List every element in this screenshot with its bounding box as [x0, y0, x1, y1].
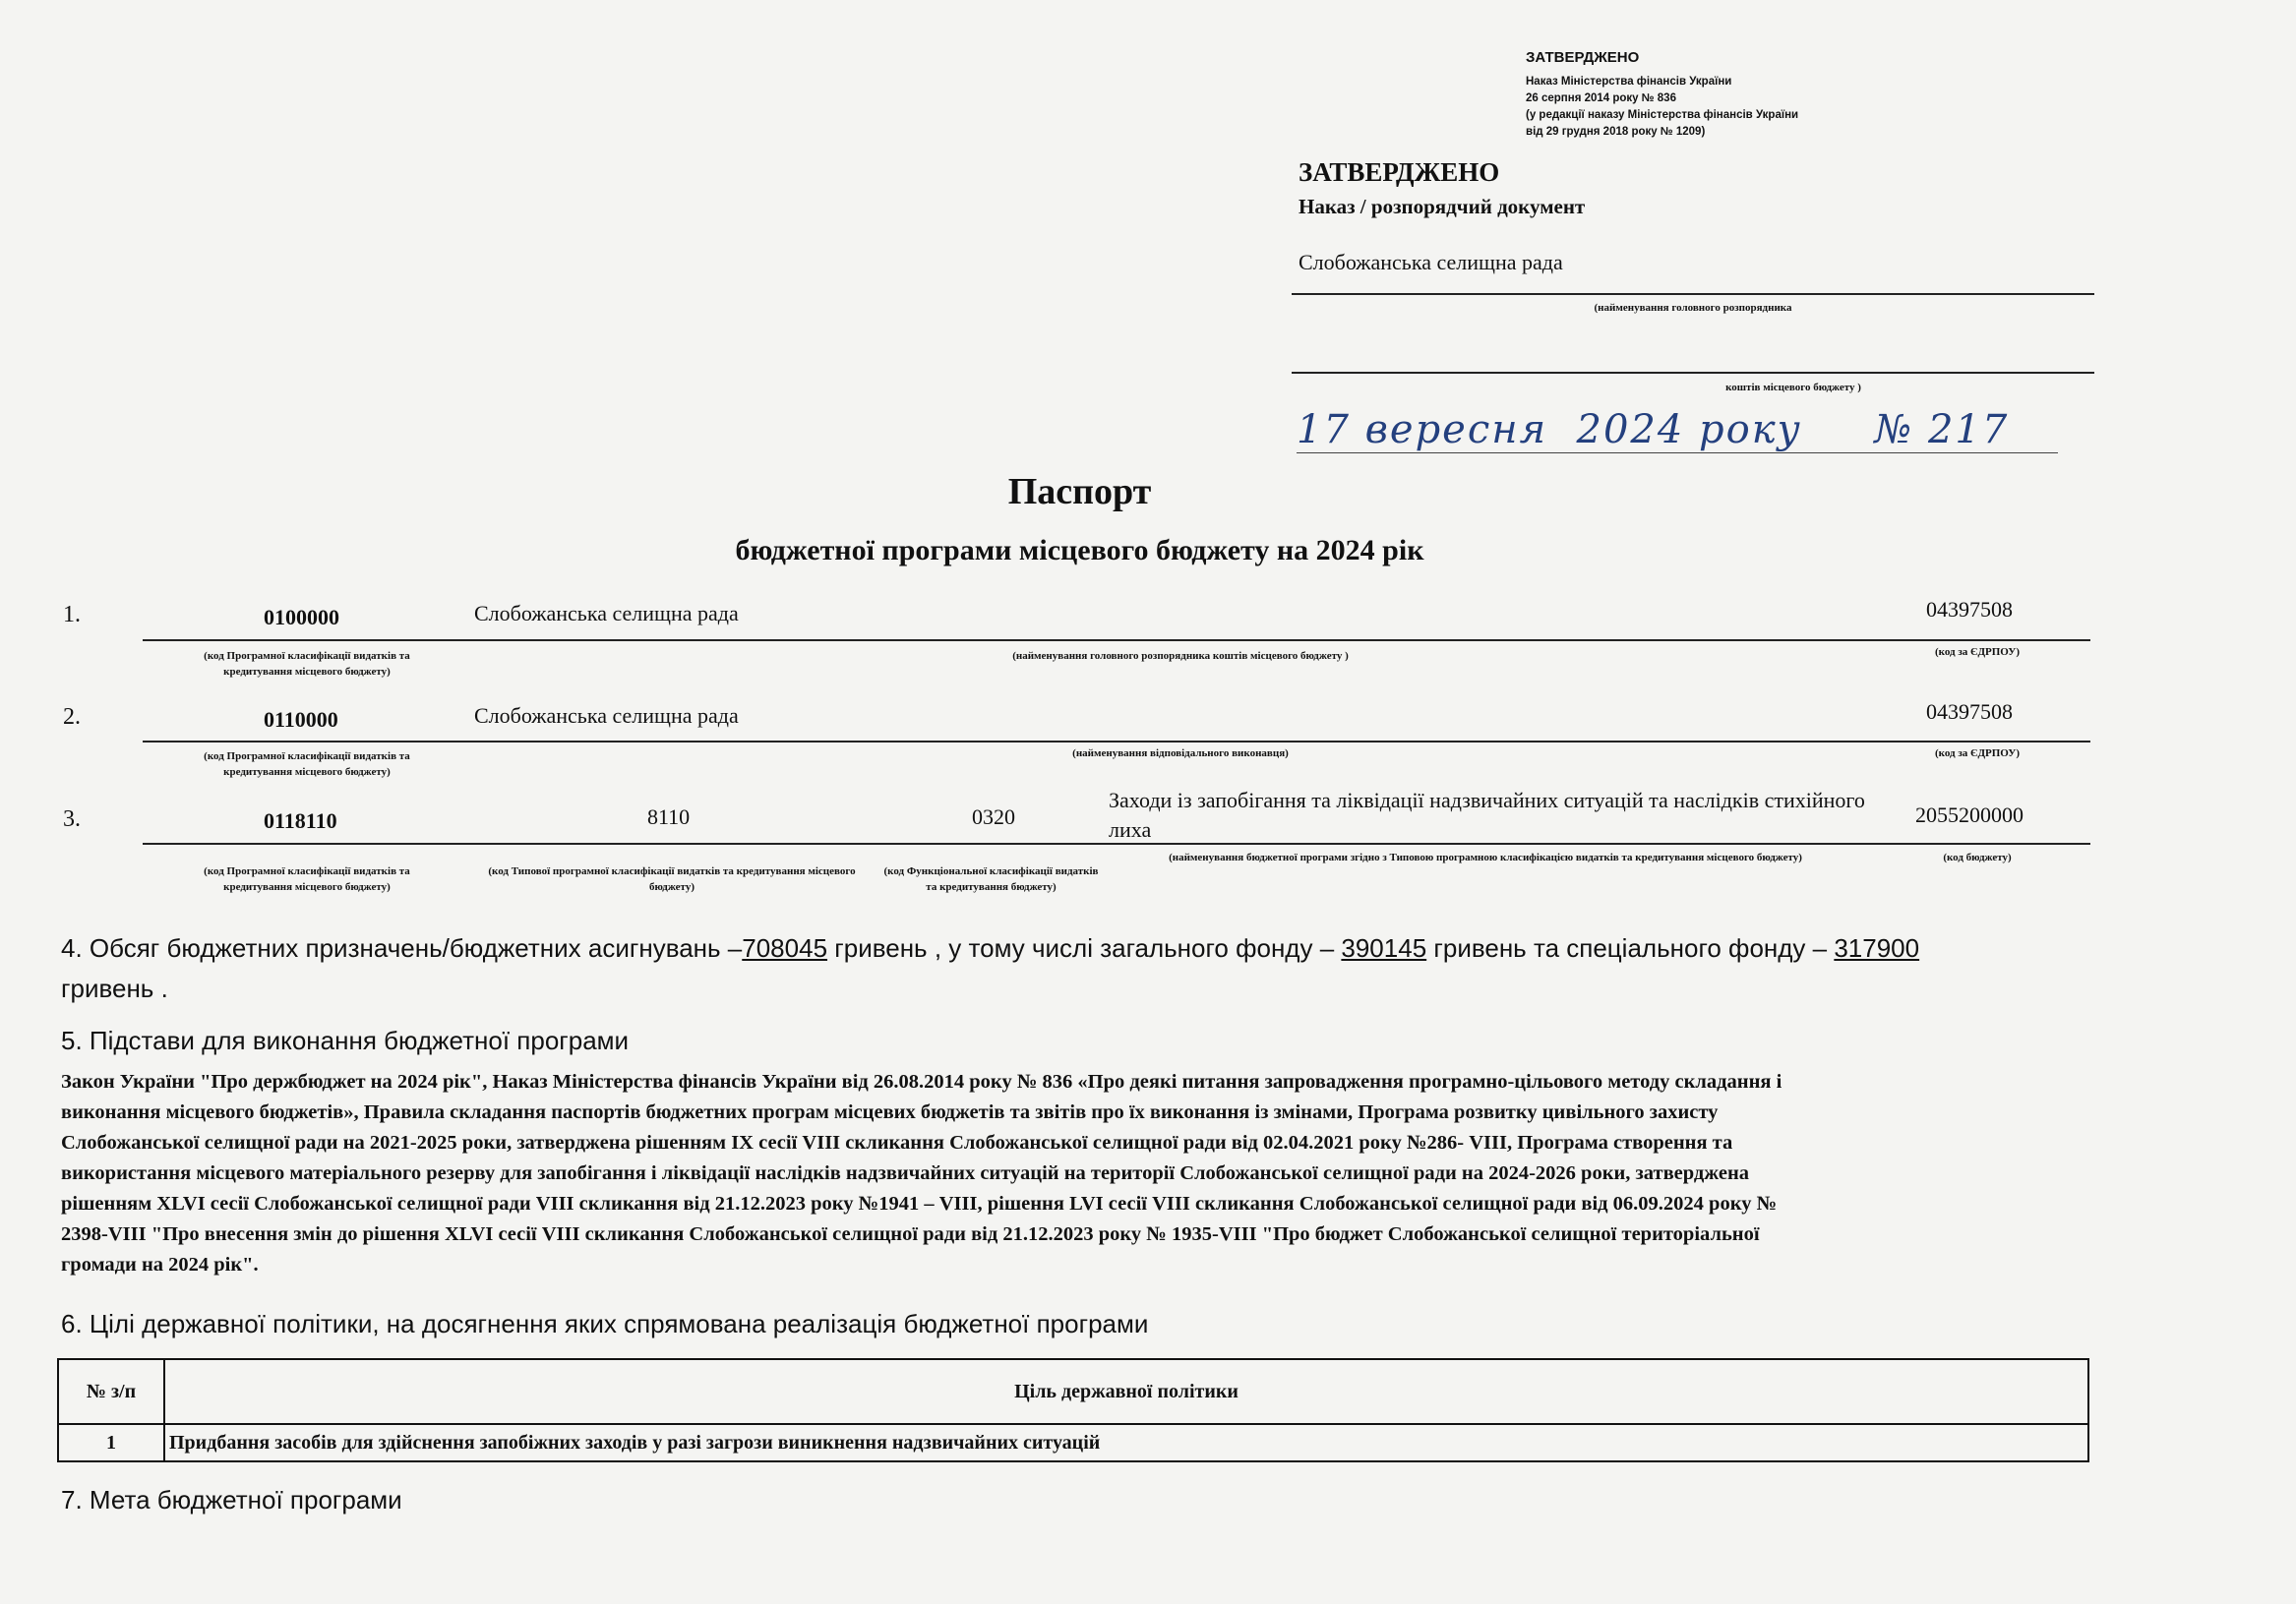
section-5-line: виконання місцевого бюджетів», Правила складання паспортів бюджетних програм місцевих бюджетів та звітів про їх виконання із змінами, Програма розвитку цивільного захисту — [61, 1101, 1719, 1123]
approval-org-line — [1292, 293, 2094, 295]
section-5-line: 2398-VIII "Про внесення змін до рішення XLVI сесії VIII скликання Слобожанської селищної ради від 21.12.2023 року № 1935-VIII "Про бюджет Слобожанської селищної територіальної — [61, 1223, 1760, 1245]
approval-title: ЗАТВЕРДЖЕНО — [1299, 157, 1500, 187]
section-5-line: використання місцевого матеріального резерву для запобігання і ліквідації наслідків надзвичайних ситуацій на території Слобожанської селищної ради на 2024-2026 роки, затверджена — [61, 1162, 1750, 1184]
section-4-prefix: 4. Обсяг бюджетних призначень/бюджетних асигнувань – — [61, 933, 743, 963]
caption-functional-code: (код Функціональної класифікації видатків та кредитування бюджету) — [883, 865, 1099, 893]
caption-typical-code: (код Типової програмної класифікації видатків та кредитування місцевого бюджету) — [488, 865, 856, 893]
handwritten-date-number: 17 вересня 2024 року № 217 — [1297, 407, 2010, 452]
special-fund-amount: 317900 — [1834, 933, 1920, 963]
section-5-text — [61, 1067, 2117, 1280]
section-4-mid2: гривень та спеціального фонду – — [1426, 933, 1835, 963]
program-code: 0100000 — [264, 605, 339, 629]
executor-name: Слобожанська селищна рада — [474, 703, 739, 728]
caption-program-name: (найменування бюджетної програми згідно з Типовою програмною класифікацією видатків та кредитування місцевого бюджету) — [1169, 852, 1802, 863]
page-title: Паспорт — [1007, 471, 1152, 512]
row-line — [143, 843, 2090, 845]
section-4-suffix: гривень . — [61, 974, 168, 1003]
row-line — [143, 741, 2090, 743]
caption-edrpou: (код за ЄДРПОУ) — [1934, 747, 2020, 759]
program-name: Заходи із запобігання та ліквідації надзвичайних ситуацій та наслідків стихійного лиха — [1109, 788, 1865, 842]
caption-program-code: (код Програмної класифікації видатків та кредитування місцевого бюджету) — [204, 865, 410, 893]
budget-code: 2055200000 — [1915, 802, 2024, 827]
section-5-line: Слобожанської селищної ради на 2021-2025 роки, затверджена рішенням IX сесії VIII скликання Слобожанської селищної ради від 02.04.2021 року №286- VIII, Програма створення та — [61, 1132, 1733, 1154]
row-line — [143, 639, 2090, 641]
section-5-heading: 5. Підстави для виконання бюджетної програми — [61, 1026, 630, 1055]
caption-executor-name: (найменування відповідального виконавця) — [1072, 747, 1289, 759]
row-number: 1. — [63, 602, 81, 627]
approval-stamp-line: від 29 грудня 2018 року № 1209) — [1526, 126, 1706, 138]
approval-stamp-title: ЗАТВЕРДЖЕНО — [1526, 49, 1640, 66]
caption-program-code: (код Програмної класифікації видатків та кредитування місцевого бюджету) — [204, 650, 410, 678]
section-4-mid1: гривень , у тому числі загального фонду – — [827, 933, 1342, 963]
section-6-heading: 6. Цілі державної політики, на досягнення яких спрямована реалізація бюджетної програми — [61, 1309, 1149, 1338]
handwritten-underline — [1297, 452, 2058, 453]
approval-doc-type: Наказ / розпорядчий документ — [1299, 195, 1586, 218]
caption-program-code: (код Програмної класифікації видатків та кредитування місцевого бюджету) — [204, 750, 410, 778]
edrpou-code: 04397508 — [1926, 597, 2013, 622]
row-number: 2. — [63, 704, 81, 730]
section-5-line: рішенням XLVI сесії Слобожанської селищної ради VIII скликання від 21.12.2023 року №1941 – VIII, рішення LVI сесії VIII скликання Слобожанської селищної ради від 06.09.2024 року № — [61, 1193, 1778, 1215]
col-goal-header: Ціль державної політики — [164, 1359, 2088, 1424]
program-code: 0110000 — [264, 707, 338, 732]
approval-org-caption: (найменування головного розпорядника — [1594, 302, 1792, 314]
row-number: 3. — [63, 806, 81, 832]
approval-blank-line — [1292, 372, 2094, 374]
table-header-row — [58, 1359, 2088, 1424]
functional-code: 0320 — [972, 804, 1015, 829]
approval-stamp-line: 26 серпня 2014 року № 836 — [1526, 92, 1676, 104]
page-subtitle: бюджетної програми місцевого бюджету на 2024 рік — [735, 534, 1424, 566]
caption-edrpou: (код за ЄДРПОУ) — [1934, 646, 2020, 658]
approval-org: Слобожанська селищна рада — [1299, 250, 1563, 274]
total-amount: 708045 — [742, 933, 828, 963]
section-4-budget-volume — [61, 928, 2097, 1009]
approval-stamp-line: (у редакції наказу Міністерства фінансів України — [1526, 109, 1799, 121]
section-5-line: Закон України "Про держбюджет на 2024 рік", Наказ Міністерства фінансів України від 26.08.2014 року № 836 «Про деякі питання запровадження програмно-цільового методу складання і — [61, 1071, 1782, 1093]
general-fund-amount: 390145 — [1341, 933, 1427, 963]
edrpou-code: 04397508 — [1926, 699, 2013, 724]
goal-text: Придбання засобів для здійснення запобіжних заходів у разі загрози виникнення надзвичайних ситуацій — [164, 1424, 2088, 1461]
main-manager-name: Слобожанська селищна рада — [474, 601, 739, 625]
section-7-heading: 7. Мета бюджетної програми — [61, 1485, 402, 1515]
approval-stamp-line: Наказ Міністерства фінансів України — [1526, 76, 1732, 88]
section-5-line: громади на 2024 рік". — [61, 1254, 259, 1276]
table-row — [58, 1424, 2088, 1461]
approval-org-caption-2: коштів місцевого бюджету ) — [1725, 382, 1861, 393]
program-code: 0118110 — [264, 808, 337, 833]
goal-num: 1 — [58, 1424, 164, 1461]
policy-goals-table — [57, 1358, 2089, 1462]
caption-budget-code: (код бюджету) — [1943, 852, 2012, 863]
col-num-header: № з/п — [58, 1359, 164, 1424]
typical-program-code: 8110 — [647, 804, 691, 829]
caption-manager-name: (найменування головного розпорядника коштів місцевого бюджету ) — [1012, 650, 1349, 662]
